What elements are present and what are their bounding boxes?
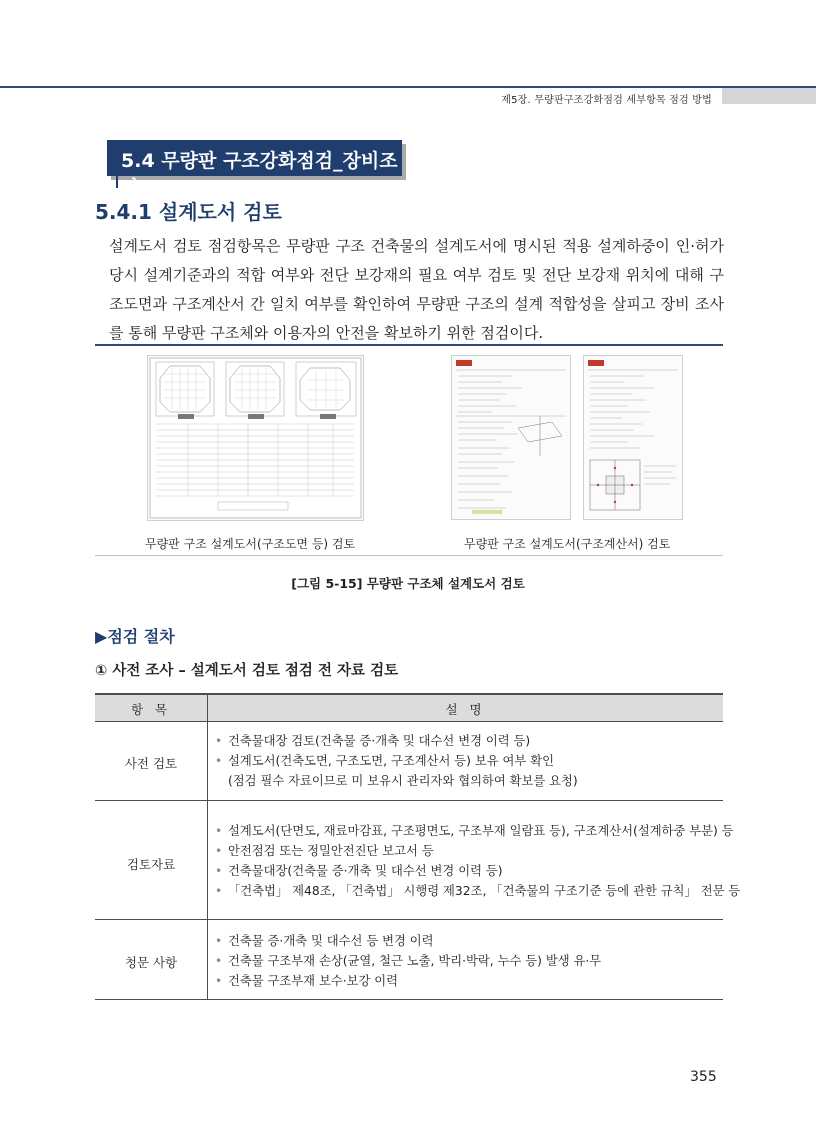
figure-title: [그림 5-15] 무량판 구조체 설계도서 검토 — [291, 576, 525, 591]
procedure-heading-text: 점검 절차 — [107, 627, 175, 646]
list-item: • 건축물대장(건축물 증·개축 및 대수선 변경 이력 등) — [215, 861, 740, 881]
table-row-rule — [95, 919, 723, 920]
list-item: • 안전점검 또는 정밀안전진단 보고서 등 — [215, 841, 740, 861]
table-column-divider — [207, 695, 208, 1000]
intro-paragraph: 설계도서 검토 점검항목은 무량판 구조 건축물의 설계도서에 명시된 적용 설계하중이 인·허가 당시 설계기준과의 적합 여부와 전단 보강재의 필요 여부 검토 및 전단 보강재 위치에 대해 구조도면과 구조계산서 간 일치 여부를 확인하여 무량판 구조의 설계 적합성을 살피고 장비 조사를 통해 무량판 구조체와 이용자의 안전을 확보하기 위한 점검이다. — [109, 237, 724, 342]
list-item: • 「건축법」 제48조, 「건축법」 시행령 제32조, 「건축물의 구조기준 등에 관한 규칙」 전문 등 — [215, 881, 740, 901]
table-row-rule — [95, 800, 723, 801]
section-banner — [107, 140, 402, 199]
list-item: • 건축물 구조부재 손상(균열, 철근 노출, 박리·박락, 누수 등) 발생 유·무 — [215, 951, 601, 971]
table-row-items — [215, 821, 740, 901]
header-band — [722, 88, 816, 104]
structural-drawing-graphic — [148, 356, 363, 520]
table-bottom-rule — [95, 999, 723, 1000]
table-header-description: 설 명 — [445, 702, 486, 717]
calc-sheet-image-1 — [451, 355, 571, 520]
list-item: • 설계도서(건축도면, 구조도면, 구조계산서 등) 보유 여부 확인 — [215, 751, 578, 771]
list-item: • 건축물 구조부재 보수·보강 이력 — [215, 971, 601, 991]
section-title: 5.4 무량판 구조강화점검_장비조사 — [121, 150, 398, 199]
page-number: 355 — [690, 1069, 717, 1085]
table-row-items — [215, 731, 578, 791]
chapter-header: 제5장. 무량판구조강화점검 세부항목 점검 방법 — [501, 95, 712, 106]
figure-top-rule — [95, 344, 723, 346]
calc-sheet-graphic-2 — [584, 356, 682, 519]
calc-sheet-graphic-1 — [452, 356, 570, 519]
table-header-rule — [95, 721, 723, 722]
step-heading: ① 사전 조사 – 설계도서 검토 점검 전 자료 검토 — [95, 663, 399, 679]
figure-right-caption: 무량판 구조 설계도서(구조계산서) 검토 — [464, 537, 671, 551]
calc-sheet-image-2 — [583, 355, 683, 520]
banner-tick — [116, 176, 118, 188]
triangle-icon: ▶ — [95, 627, 108, 646]
table-header-item: 항 목 — [130, 702, 172, 717]
list-item: • 건축물대장 검토(건축물 증·개축 및 대수선 변경 이력 등) — [215, 731, 578, 751]
figure-bottom-rule — [95, 555, 723, 556]
list-item: (점검 필수 자료이므로 미 보유시 관리자와 협의하여 확보를 요청) — [228, 774, 578, 788]
table-row-label: 검토자료 — [126, 857, 176, 872]
list-item: • 설계도서(단면도, 재료마감표, 구조평면도, 구조부재 일람표 등), 구조계산서(설계하중 부분) 등 — [215, 821, 740, 841]
table-row-label: 사전 검토 — [124, 756, 178, 771]
figure-left-caption: 무량판 구조 설계도서(구조도면 등) 검토 — [145, 537, 356, 551]
header-rule — [0, 86, 816, 88]
list-item: • 건축물 증·개축 및 대수선 등 변경 이력 — [215, 931, 601, 951]
procedure-heading — [95, 624, 175, 647]
subsection-title: 5.4.1 설계도서 검토 — [95, 200, 282, 224]
structural-drawing-image — [147, 355, 364, 521]
table-row-items — [215, 931, 601, 991]
table-row-label: 청문 사항 — [124, 955, 178, 970]
